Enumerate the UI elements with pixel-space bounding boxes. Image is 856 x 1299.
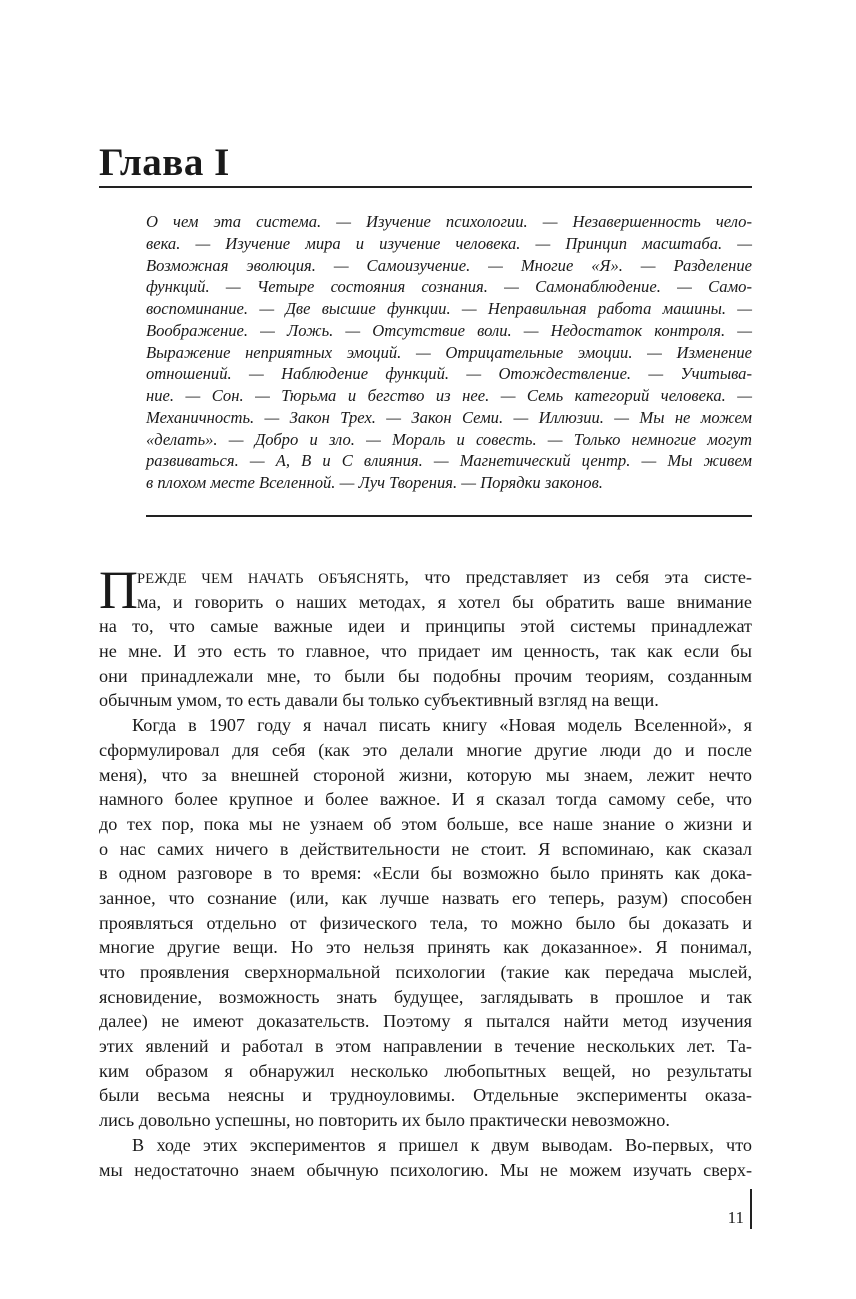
abstract-line: функций. — Четыре состояния сознания. — Самонаблюдение. — Само- bbox=[146, 277, 752, 297]
page-number: 11 bbox=[727, 1208, 744, 1227]
body-line: занное, что сознание (или, как лучше назвать его теперь, разум) способен bbox=[99, 887, 752, 908]
body-line: ким образом я обнаружил несколько любопытных вещей, но результаты bbox=[99, 1060, 752, 1081]
body-line: проявляться отдельно от физического тела, то можно было бы доказать и bbox=[99, 912, 752, 933]
abstract-line: развиваться. — А, В и С влияния. — Магнетический центр. — Мы живем bbox=[146, 451, 752, 471]
abstract-line: века. — Изучение мира и изучение человека. — Принцип масштаба. — bbox=[146, 233, 752, 253]
drop-cap: П bbox=[99, 560, 138, 620]
body-line: далее) не имеют доказательств. Поэтому я пытался найти метод изучения bbox=[99, 1011, 752, 1032]
abstract-line: Выражение неприятных эмоций. — Отрицательные эмоции. — Изменение bbox=[146, 342, 752, 362]
abstract-rule bbox=[146, 515, 752, 517]
chapter-abstract bbox=[146, 211, 752, 494]
body-line: в одном разговоре в то время: «Если бы возможно было принять как дока- bbox=[99, 863, 752, 884]
body-line: Когда в 1907 году я начал писать книгу «Новая модель Вселенной», я bbox=[132, 715, 752, 736]
heading-rule bbox=[99, 186, 752, 188]
body-line: этих явлений и работал в этом направлении в течение нескольких лет. Та- bbox=[99, 1036, 752, 1057]
abstract-line: в плохом месте Вселенной. — Луч Творения. — Порядки законов. bbox=[146, 473, 603, 492]
body-line: ясновидение, возможность знать будущее, заглядывать в прошлое и так bbox=[99, 986, 752, 1007]
abstract-line: Механичность. — Закон Трех. — Закон Семи. — Иллюзии. — Мы не можем bbox=[146, 407, 752, 427]
lead-rest: , что представляет из себя эта систе- bbox=[404, 567, 752, 587]
abstract-line: О чем эта система. — Изучение психологии. — Незавершенность чело- bbox=[146, 212, 752, 231]
body-line: намного более крупное и более важное. И я сказал тогда самому себе, что bbox=[99, 789, 752, 810]
body-line: ма, и говорить о наших методах, я хотел бы обратить ваше внимание bbox=[137, 591, 752, 612]
abstract-line: «делать». — Добро и зло. — Мораль и совесть. — Только немногие могут bbox=[146, 429, 752, 449]
body-line: что проявления сверхнормальной психологии (такие как передача мыслей, bbox=[99, 962, 752, 982]
body-line: меня), что за внешней стороной жизни, которую мы знаем, лежит нечто bbox=[99, 764, 752, 785]
abstract-line: ние. — Сон. — Тюрьма и бегство из нее. — Семь категорий человека. — bbox=[146, 386, 752, 405]
body-line: В ходе этих экспериментов я пришел к двум выводам. Во-первых, что bbox=[132, 1134, 752, 1155]
chapter-title: Глава I bbox=[99, 141, 230, 184]
body-line: до тех пор, пока мы не узнаем об этом больше, все наше знание о жизни и bbox=[99, 813, 752, 834]
body-line: были весьма неясны и трудноуловимы. Отдельные эксперименты оказа- bbox=[99, 1085, 752, 1106]
body-line: не мне. И это есть то главное, что придает им ценность, так как если бы bbox=[99, 641, 752, 662]
body-line: обычным умом, то есть давали бы только субъективный взгляд на вещи. bbox=[99, 690, 659, 711]
body-line: мы недостаточно знаем обычную психологию. Мы не можем изучать сверх- bbox=[99, 1159, 752, 1180]
abstract-line: Воображение. — Ложь. — Отсутствие воли. — Недостаток контроля. — bbox=[146, 320, 752, 340]
body-line: о нас самих ничего в действительности не стоит. Я вспоминаю, как сказал bbox=[99, 838, 752, 859]
body-line: они принадлежали мне, то были бы подобны прочим теориям, созданным bbox=[99, 665, 752, 686]
abstract-line: воспоминание. — Две высшие функции. — Неправильная работа машины. — bbox=[146, 299, 752, 318]
body-line: лись довольно успешны, но повторить их было практически невозможно. bbox=[99, 1110, 670, 1131]
abstract-line: отношений. — Наблюдение функций. — Отождествление. — Учитыва- bbox=[146, 364, 752, 384]
body-line: многие другие вещи. Но это нельзя принять как доказанное». Я понимал, bbox=[99, 937, 752, 958]
abstract-line: Возможная эволюция. — Самоизучение. — Многие «Я». — Разделение bbox=[146, 255, 752, 275]
lead-small-caps: РЕЖДЕ ЧЕМ НАЧАТЬ ОБЪЯСНЯТЬ bbox=[137, 571, 405, 587]
body-line: на то, что самые важные идеи и принципы этой системы принадлежат bbox=[99, 616, 752, 637]
body-text bbox=[99, 560, 752, 1182]
page-number-rule bbox=[750, 1189, 752, 1229]
body-line bbox=[99, 565, 752, 590]
body-line: сформулировал для себя (как это делали многие другие люди до и после bbox=[99, 739, 752, 760]
